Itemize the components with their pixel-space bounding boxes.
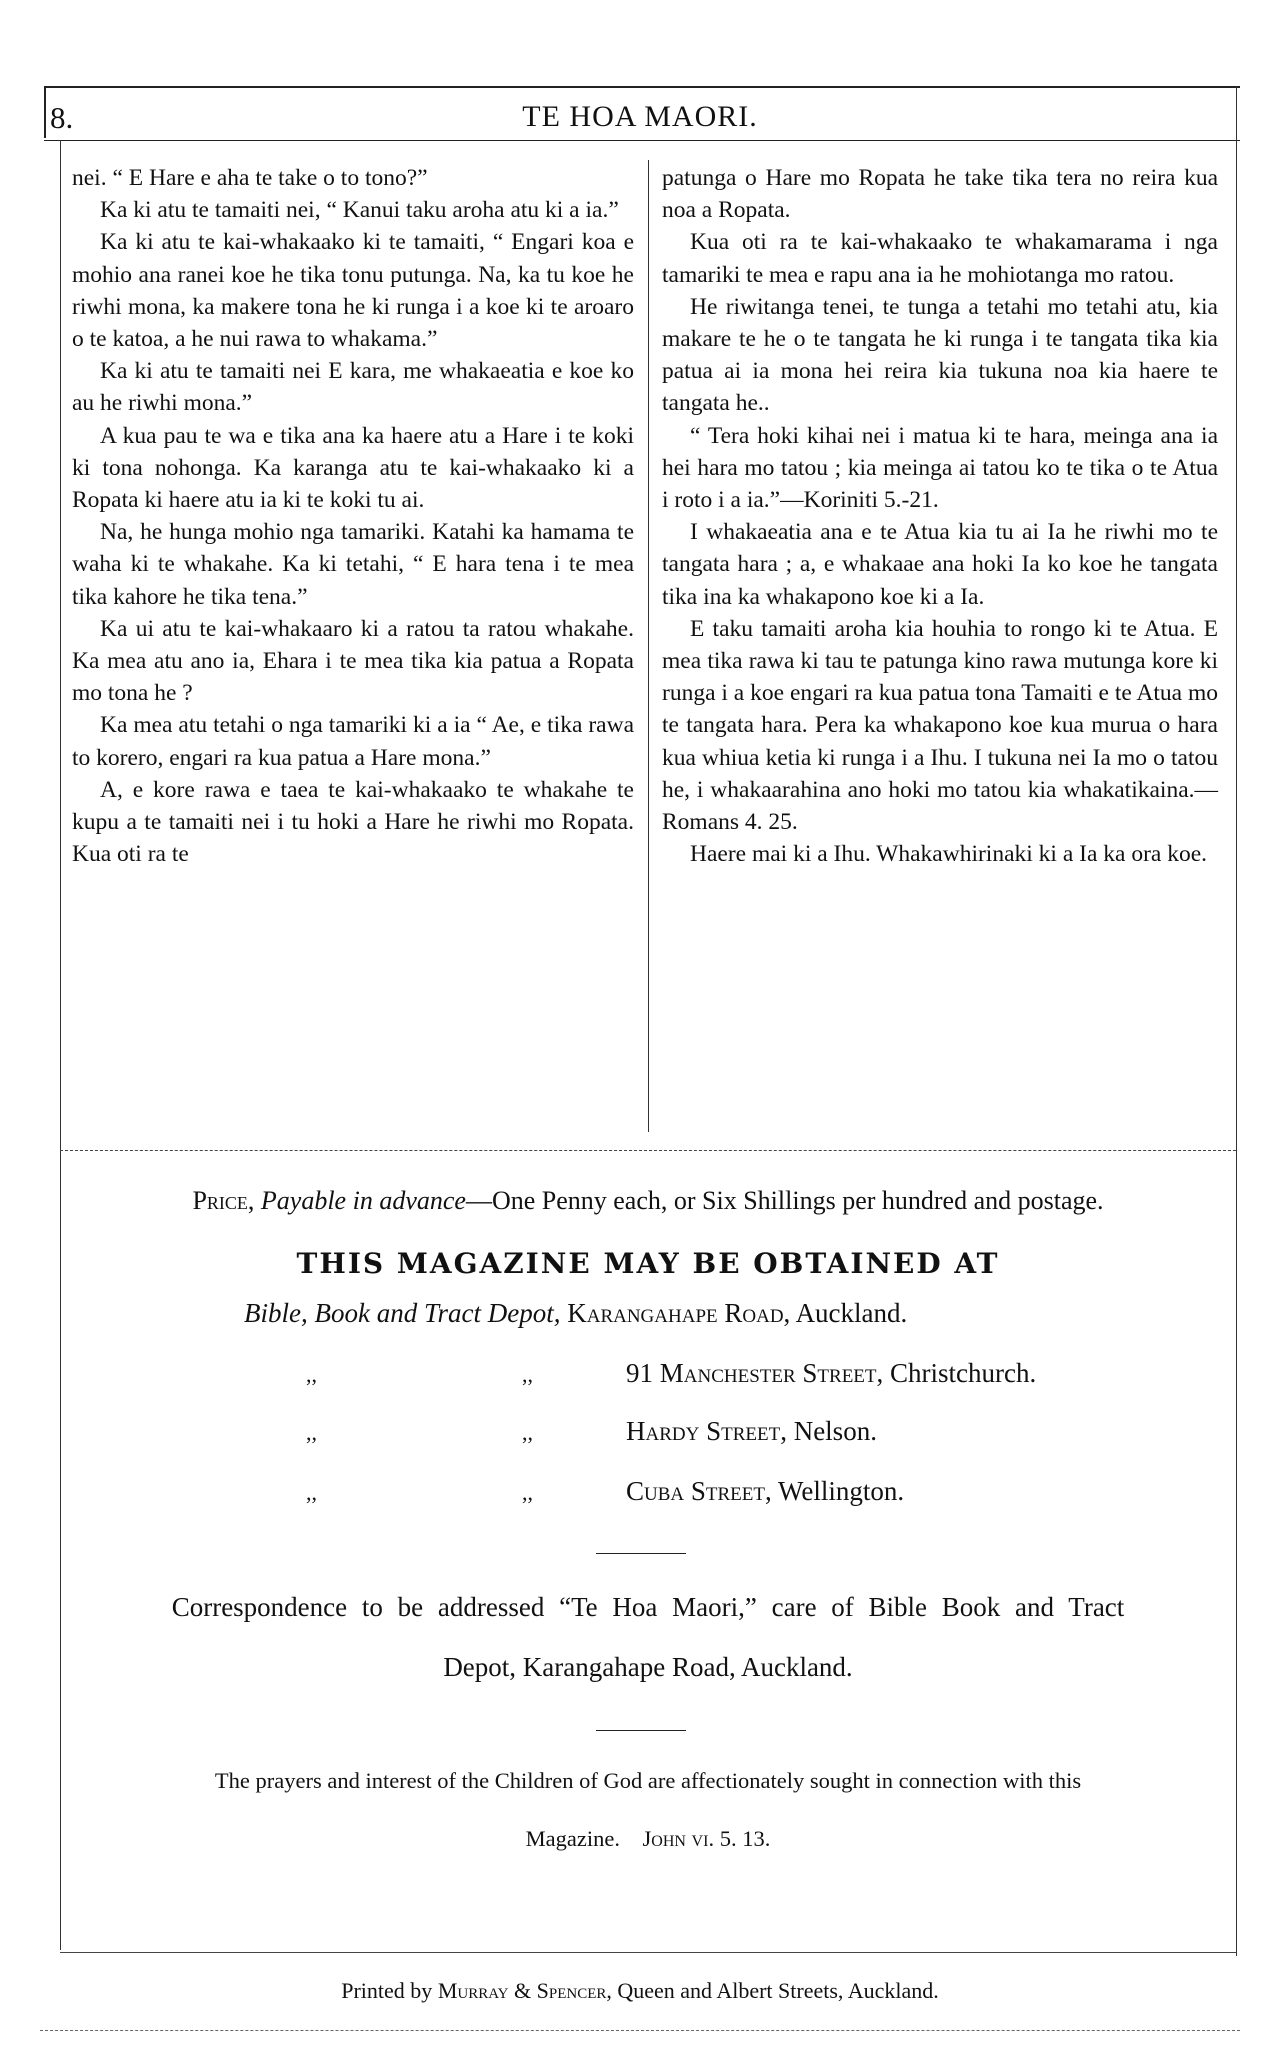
article-paragraph: Na, he hunga mohio nga tamariki. Katahi ka hamama te waha ki te whakahe. Ka ki tetahi, “ E hara tena i te mea tika kahore he tika tena.” [72,519,634,610]
obtain-heading: THIS MAGAZINE MAY BE OBTAINED AT [296,1247,1000,1280]
printer-imprint [0,1978,1280,2004]
city-name: Nelson. [793,1416,877,1446]
ditto-mark: ,, [306,1362,317,1387]
ditto-mark: ,, [522,1480,533,1505]
article-paragraph: Ka mea atu tetahi o nga tamariki ki a ia “ Ae, e tika rawa to korero, engari ra kua patua a Hare mona.” [72,712,634,771]
separator-rule [596,1730,686,1731]
frame-left-rule [60,140,61,1950]
ditto-mark: ,, [522,1362,533,1387]
depot-address: Karangahape Road, [567,1298,791,1328]
top-rule [44,86,1240,88]
right-column [662,162,1218,870]
street-name: Cuba Street, [626,1476,772,1506]
article-paragraph: “ Tera hoki kihai nei i matua ki te hara, meinga ana ia hei hara mo tatou ; kia meinga ai tatou ko te tika o te Atua i roto i a ia.”—Koriniti 5.-21. [662,422,1218,514]
header-rule [44,140,1240,141]
prayer-line: The prayers and interest of the Children of God are affectionately sought in connection with this [214,1768,1082,1793]
page-bottom-rule [40,2030,1240,2031]
page-title: TE HOA MAORI. [522,100,758,133]
page-number: 8. [50,100,74,135]
column-divider [648,160,649,1132]
article-paragraph: Ka ki atu te tamaiti nei, “ Kanui taku aroha atu ki a ia.” [100,197,619,224]
address-nelson [626,1416,877,1447]
prayer-line [62,1826,1234,1852]
city-name: Wellington. [778,1476,905,1506]
price-terms: Payable in advance [260,1186,466,1215]
ditto-mark: ,, [306,1420,317,1445]
street-name: Hardy Street, [626,1416,787,1446]
ditto-mark: ,, [306,1480,317,1505]
section-dashed-rule [60,1150,1236,1151]
correspondence-line: Depot, Karangahape Road, Auckland. [443,1652,853,1682]
price-text: —One Penny each, or Six Shillings per hundred and postage. [465,1186,1104,1215]
scripture-reference: John vi. 5. 13. [642,1826,771,1851]
printer-address: Queen and Albert Streets, Auckland. [617,1978,939,2003]
correspondence-line: Correspondence to be addressed “Te Hoa Maori,” care of Bible Book and Tract [171,1592,1125,1622]
address-christchurch [626,1358,1036,1389]
article-paragraph: patunga o Hare mo Ropata he take tika tera no reira kua noa a Ropata. [662,165,1218,224]
printer-names: Murray & Spencer, [437,1978,612,2003]
left-column [72,162,634,870]
article-paragraph: E taku tamaiti aroha kia houhia to rongo ki te Atua. E mea tika rawa ki tau te patunga kino rawa mutunga kore ki runga i a koe engari ra kua patua tona Tamaiti e te Atua mo te tangata hara. Pera ka whakapono koe kua murua o hara kua whiua ketia ki runga i a Ihu. I tukuna nei Ia mo o tatou he, i whakaarahina ano hoki mo tatou kia whakatikaina.—Romans 4. 25. [662,615,1218,836]
article-paragraph: He riwitanga tenei, te tunga a tetahi mo tetahi atu, kia makare te he o te tangata he ki runga i te tangata tika kia patua ai ia mona hei reira kia tukuna noa kia haere te tangata he.. [662,293,1218,417]
depot-city: Auckland. [795,1298,908,1328]
article-paragraph: A, e kore rawa e taea te kai-whakaako te whakahe te kupu a te tamaiti nei i tu hoki a Hare he riwhi mo Ropata. Kua oti ra te [72,776,634,868]
article-paragraph: Ka ki atu te kai-whakaako ki te tamaiti, “ Engari koa e mohio ana ranei koe he tika tonu putunga. Na, ka tu koe he riwhi mona, ka makere tona he ki runga i a koe ki te aroaro o te katoa, a he nui rawa to whakama.” [72,229,634,353]
article-paragraph: I whakaeatia ana e te Atua kia tu ai Ia he riwhi mo te tangata hara ; a, e whakaae ana hoki Ia ko koe he tangata tika ina ka whakapono koe ki a Ia. [662,519,1218,610]
bottom-rule [60,1952,1236,1953]
frame-right-rule [1236,86,1237,1956]
street-number: 91 [626,1358,653,1388]
article-paragraph: Kua oti ra te kai-whakaako te whakamarama i nga tamariki te mea e rapu ana ia he mohiotanga mo ratou. [662,229,1218,288]
printed-by-label: Printed by [341,1978,433,2003]
separator-rule [596,1553,686,1554]
depot-name: Bible, Book and Tract Depot, [244,1298,561,1328]
article-paragraph: A kua pau te wa e tika ana ka haere atu a Hare i te koki ki tona nohonga. Ka karanga atu te kai-whakaako ki a Ropata ki haere atu ia ki te koki tu ai. [72,422,634,514]
address-wellington [626,1476,904,1507]
price-label: Price, [192,1186,255,1215]
article-paragraph: nei. “ E Hare e aha te take o to tono?” [72,165,428,191]
ditto-mark: ,, [522,1420,533,1445]
price-notice [62,1186,1234,1216]
street-name: Manchester Street, [659,1358,884,1388]
article-paragraph: Ka ki atu te tamaiti nei E kara, me whakaeatia e koe ko au he riwhi mona.” [72,358,634,417]
article-paragraph: Ka ui atu te kai-whakaaro ki a ratou ta ratou whakahe. Ka mea atu ano ia, Ehara i te mea tika kia patua a Ropata mo tona he ? [72,615,634,707]
city-name: Christchurch. [890,1358,1037,1388]
address-auckland [244,1298,907,1329]
article-paragraph: Haere mai ki a Ihu. Whakawhirinaki ki a Ia ka ora koe. [690,841,1207,868]
prayer-magazine: Magazine. [525,1826,621,1851]
